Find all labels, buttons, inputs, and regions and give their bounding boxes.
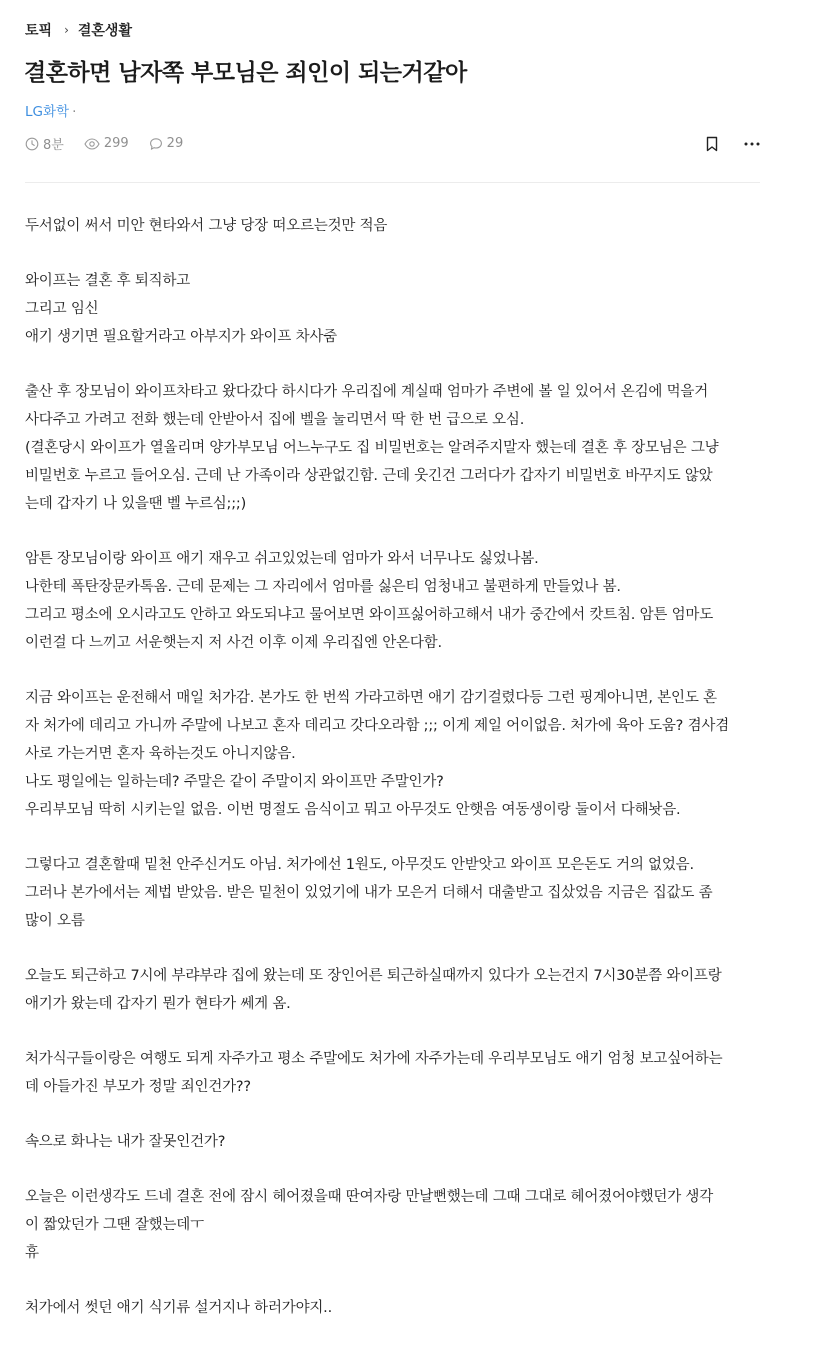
breadcrumb-topic-link[interactable]: 토픽 bbox=[25, 23, 53, 39]
breadcrumb bbox=[25, 20, 132, 40]
post-line: 그렇다고 결혼할때 밑천 안주신거도 아님. 처가에선 1원도, 아무것도 안받앗고 와이프 모은돈도 거의 없었음. bbox=[25, 857, 694, 873]
post-actions bbox=[702, 134, 762, 154]
paragraph-gap bbox=[25, 1267, 770, 1294]
post-line: 는데 갑자기 나 있을땐 벨 누르심;;;) bbox=[25, 496, 247, 512]
post-line: 오늘은 이런생각도 드네 결혼 전에 잠시 헤어졌을때 딴여자랑 만날뻔했는데 그때 그대로 헤어졌어야했던가 생각 bbox=[25, 1189, 714, 1205]
post-paragraph bbox=[25, 1183, 770, 1267]
company-name[interactable]: LG화학 bbox=[25, 104, 70, 120]
post-meta bbox=[25, 134, 183, 153]
paragraph-gap bbox=[25, 1018, 770, 1045]
post-paragraph bbox=[25, 545, 770, 657]
bookmark-icon[interactable] bbox=[702, 134, 722, 154]
post-line: 사다주고 가려고 전화 했는데 안받아서 집에 벨을 눌리면서 딱 한 번 급으로 오심. bbox=[25, 412, 525, 428]
post-line: 그리고 평소에 오시라고도 안하고 와도되냐고 물어보면 와이프싫어하고해서 내가 중간에서 캇트침. 암튼 엄마도 bbox=[25, 607, 714, 623]
post-views-count: 299 bbox=[103, 136, 129, 151]
post-line: 그리고 임신 bbox=[25, 301, 99, 317]
post-time bbox=[25, 134, 64, 153]
post-line: 많이 오름 bbox=[25, 913, 85, 929]
post-comments[interactable] bbox=[149, 136, 184, 151]
post-line: 이 짧았던가 그땐 잘했는데ㅜ bbox=[25, 1217, 204, 1233]
post-line: 우리부모님 딱히 시키는일 없음. 이번 명절도 음식이고 뭐고 아무것도 안햇음 여동생이랑 둘이서 다해놧음. bbox=[25, 802, 681, 818]
post-line: 이런걸 다 느끼고 서운햇는지 저 사건 이후 이제 우리집엔 안온다함. bbox=[25, 635, 442, 651]
paragraph-gap bbox=[25, 518, 770, 545]
post-line: 오늘도 퇴근하고 7시에 부랴부랴 집에 왔는데 또 장인어른 퇴근하실때까지 있다가 오는건지 7시30분쯤 와이프랑 bbox=[25, 968, 722, 984]
post-views bbox=[84, 136, 129, 151]
post-paragraph bbox=[25, 1294, 770, 1322]
post-paragraph bbox=[25, 212, 770, 240]
post-paragraph bbox=[25, 378, 770, 518]
post-time-text: 8분 bbox=[43, 138, 64, 153]
post-title: 결혼하면 남자쪽 부모님은 죄인이 되는거같아 bbox=[24, 60, 467, 86]
post-body bbox=[25, 212, 770, 1322]
paragraph-gap bbox=[25, 935, 770, 962]
post-line: 처가에서 썻던 애기 식기류 설거지나 하러가야지.. bbox=[25, 1300, 333, 1316]
paragraph-gap bbox=[25, 824, 770, 851]
author-company[interactable] bbox=[25, 100, 76, 120]
paragraph-gap bbox=[25, 1101, 770, 1128]
paragraph-gap bbox=[25, 1156, 770, 1183]
chevron-right-icon: › bbox=[64, 23, 69, 37]
post-line: 와이프는 결혼 후 퇴직하고 bbox=[25, 273, 191, 289]
paragraph-gap bbox=[25, 240, 770, 267]
comment-icon bbox=[149, 137, 163, 151]
post-line: 나한테 폭탄장문카톡옴. 근데 문제는 그 자리에서 엄마를 싫은티 엄청내고 불편하게 만들었나 봄. bbox=[25, 579, 621, 595]
post-paragraph bbox=[25, 1128, 770, 1156]
post-line: 애기 생기면 필요할거라고 아부지가 와이프 차사줌 bbox=[25, 329, 337, 345]
post-paragraph bbox=[25, 1045, 770, 1101]
post-line: 휴 bbox=[25, 1245, 39, 1261]
post-paragraph bbox=[25, 684, 770, 824]
post-paragraph bbox=[25, 267, 770, 351]
eye-icon bbox=[84, 137, 100, 151]
post-line: 데 아들가진 부모가 정말 죄인건가?? bbox=[25, 1079, 251, 1095]
post-line: 사로 가는거면 혼자 육하는것도 아니지않음. bbox=[25, 746, 296, 762]
post-line: 그러나 본가에서는 제법 받았음. 받은 밑천이 있었기에 내가 모은거 더해서 대출받고 집샀었음 지금은 집값도 좀 bbox=[25, 885, 713, 901]
post-line: 출산 후 장모님이 와이프차타고 왔다갔다 하시다가 우리집에 계실때 엄마가 주변에 볼 일 있어서 온김에 먹을거 bbox=[25, 384, 709, 400]
post-line: 비밀번호 누르고 들어오심. 근데 난 가족이라 상관없긴함. 근데 웃긴건 그러다가 갑자기 비밀번호 바꾸지도 않았 bbox=[25, 468, 713, 484]
company-dot: · bbox=[72, 104, 77, 120]
post-line: 속으로 화나는 내가 잘못인건가? bbox=[25, 1134, 226, 1150]
post-paragraph bbox=[25, 851, 770, 935]
post-line: 암튼 장모님이랑 와이프 애기 재우고 쉬고있었는데 엄마가 와서 너무나도 싫었나봄. bbox=[25, 551, 539, 567]
post-line: 나도 평일에는 일하는데? 주말은 같이 주말이지 와이프만 주말인가? bbox=[25, 774, 444, 790]
post-comments-count: 29 bbox=[166, 136, 184, 151]
paragraph-gap bbox=[25, 351, 770, 378]
breadcrumb-category-link[interactable]: 결혼생활 bbox=[77, 23, 132, 39]
post-line: 자 처가에 데리고 가니까 주말에 나보고 혼자 데리고 갓다오라함 ;;; 이게 제일 어이없음. 처가에 육아 도움? 겸사겸 bbox=[25, 718, 730, 734]
header-divider bbox=[25, 182, 760, 183]
clock-icon bbox=[25, 137, 39, 151]
paragraph-gap bbox=[25, 657, 770, 684]
post-line: 처가식구들이랑은 여행도 되게 자주가고 평소 주말에도 처가에 자주가는데 우리부모님도 애기 엄청 보고싶어하는 bbox=[25, 1051, 723, 1067]
post-line: 두서없이 써서 미안 현타와서 그냥 당장 떠오르는것만 적음 bbox=[25, 218, 388, 234]
more-icon[interactable] bbox=[742, 134, 762, 154]
post-line: 애기가 왔는데 갑자기 뭔가 현타가 쎄게 옴. bbox=[25, 996, 291, 1012]
post-paragraph bbox=[25, 962, 770, 1018]
post-line: 지금 와이프는 운전해서 매일 처가감. 본가도 한 번씩 가라고하면 애기 감기걸렸다등 그런 핑계아니면, 본인도 혼 bbox=[25, 690, 717, 706]
post-line: (결혼당시 와이프가 열올리며 양가부모님 어느누구도 집 비밀번호는 알려주지말자 했는데 결혼 후 장모님은 그냥 bbox=[25, 440, 719, 456]
